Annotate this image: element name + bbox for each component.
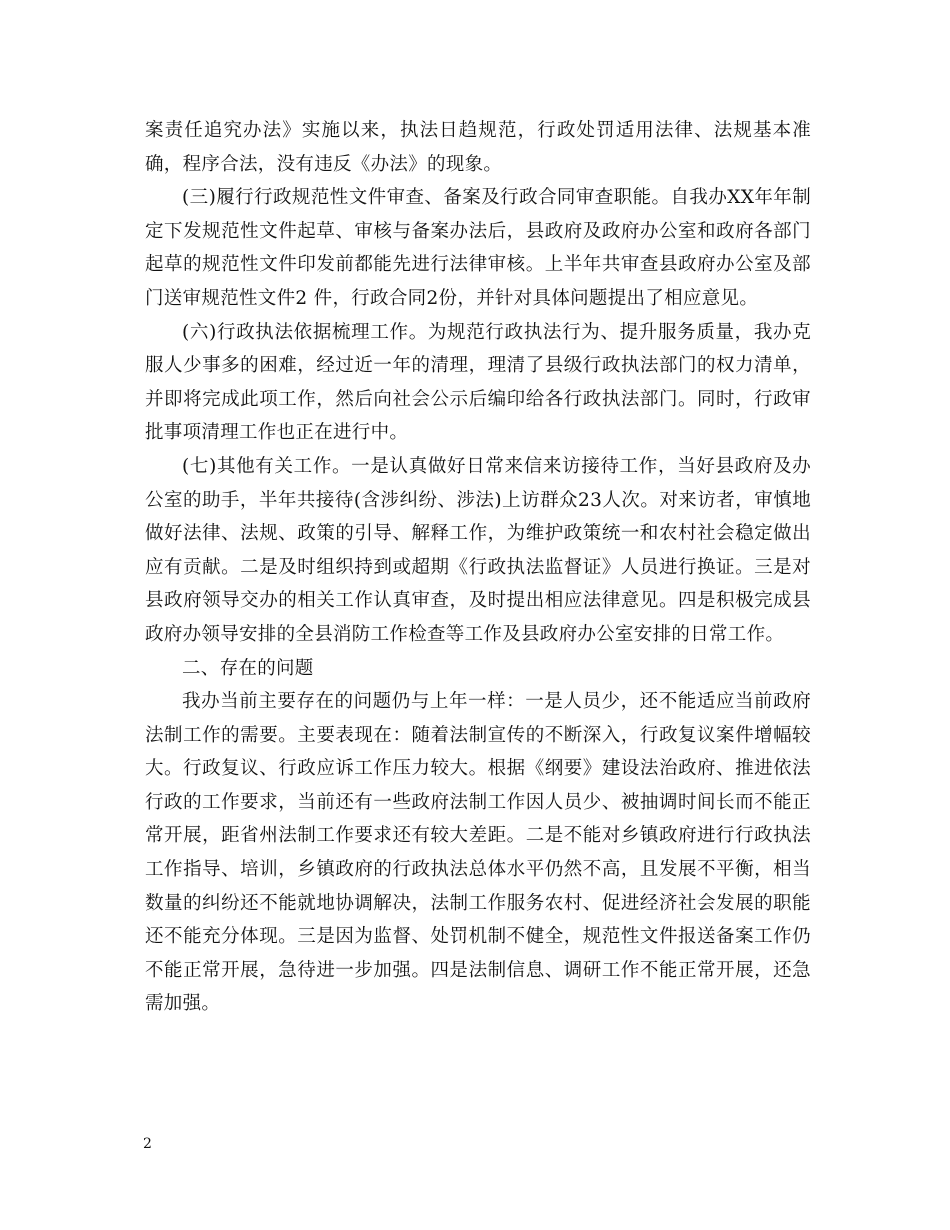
body-paragraph-section-six: (六)行政执法依据梳理工作。为规范行政执法行为、提升服务质量，我办克服人少事多的困难，经过近一年的清理，理清了县级行政执法部门的权力清单，并即将完成此项工作，然后向社会公示后编印给各行政执法部门。同时，行政审批事项清理工作也正在进行中。: [145, 321, 811, 444]
document-page: [145, 114, 811, 1021]
page-number: 2: [143, 1136, 152, 1152]
body-paragraph-section-seven: (七)其他有关工作。一是认真做好日常来信来访接待工作，当好县政府及办公室的助手，半年共接待(含涉纠纷、涉法)上访群众23人次。对来访者，审慎地做好法律、法规、政策的引导、解释工作，为维护政策统一和农村社会稳定做出应有贡献。二是及时组织持到或超期《行政执法监督证》人员进行换证。三是对县政府领导交办的相关工作认真审查，及时提出相应法律意见。四是积极完成县政府办领导安排的全县消防工作检查等工作及县政府办公室安排的日常工作。: [145, 455, 811, 645]
section-heading-problems: 二、存在的问题: [182, 657, 314, 679]
body-paragraph-continuation: 案责任追究办法》实施以来，执法日趋规范，行政处罚适用法律、法规基本准确，程序合法，没有违反《办法》的现象。: [145, 120, 811, 175]
body-paragraph-problems: 我办当前主要存在的问题仍与上年一样：一是人员少，还不能适应当前政府法制工作的需要。主要表现在：随着法制宣传的不断深入，行政复议案件增幅较大。行政复议、行政应诉工作压力较大。根据《纲要》建设法治政府、推进依法行政的工作要求，当前还有一些政府法制工作因人员少、被抽调时间长而不能正常开展，距省州法制工作要求还有较大差距。二是不能对乡镇政府进行行政执法工作指导、培训，乡镇政府的行政执法总体水平仍然不高，且发展不平衡，相当数量的纠纷还不能就地协调解决，法制工作服务农村、促进经济社会发展的职能还不能充分体现。三是因为监督、处罚机制不健全，规范性文件报送备案工作仍不能正常开展，急待进一步加强。四是法制信息、调研工作不能正常开展，还急需加强。: [145, 691, 811, 1015]
body-paragraph-section-three: (三)履行行政规范性文件审查、备案及行政合同审查职能。自我办XX年年制定下发规范性文件起草、审核与备案办法后，县政府及政府办公室和政府各部门起草的规范性文件印发前都能先进行法律审核。上半年共审查县政府办公室及部门送审规范性文件2 件，行政合同2份，并针对具体问题提出了相应意见。: [145, 187, 811, 309]
